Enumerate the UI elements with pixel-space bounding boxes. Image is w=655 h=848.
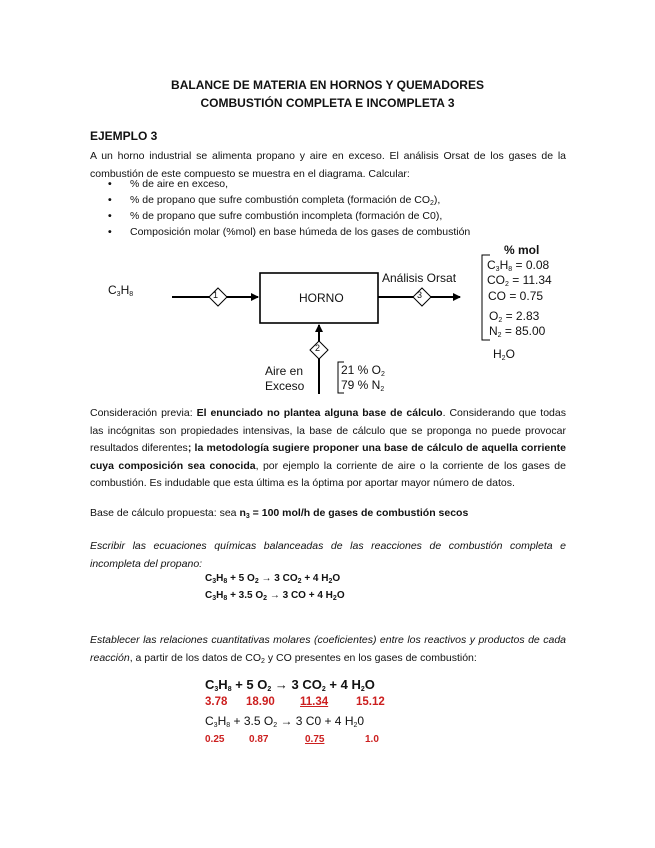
coef-incomplete-o2: 0.87: [249, 734, 269, 745]
chem-symbol: O: [505, 347, 515, 361]
bullet-text-main: % de propano que sufre combustión completa (formación de CO: [130, 194, 430, 206]
equation-incomplete-large: [205, 714, 364, 728]
gas-o2: [489, 309, 539, 323]
chem-symbol: C: [205, 573, 213, 584]
chem-symbol: H: [216, 590, 224, 601]
subscript: 2: [332, 595, 337, 602]
orsat-label: Análisis Orsat: [382, 271, 457, 285]
chem-symbol: N: [489, 324, 498, 338]
subscript: 2: [254, 578, 259, 585]
coef-incomplete-h2o: 1.0: [365, 734, 379, 745]
consideration-text: . Considerando que todas las incógnitas son propiedades intensivas, la base de cálculo que se proponga no puede provocar resultados diferentes: [90, 407, 566, 454]
basis-value: = 100 mol/h de gases de combustión secos: [249, 507, 469, 519]
eq-term: + 4 H: [329, 677, 361, 692]
subscript: 2: [505, 281, 509, 288]
eq-term: → 3 CO: [274, 677, 322, 692]
subscript: 2: [353, 722, 358, 729]
consideration-bold: El enunciado no plantea alguna base de cálculo: [196, 407, 443, 419]
bullet-dot: •: [108, 178, 112, 190]
chem-symbol: CO: [488, 289, 506, 303]
example-intro: A un horno industrial se alimenta propano y aire en exceso. El análisis Orsat de los gases de la combustión de este compuesto se muestra en el diagrama. Calcular:: [90, 150, 566, 180]
subscript: 8: [508, 266, 513, 273]
bullet-text: % de aire en exceso,: [130, 178, 229, 190]
chem-symbol: O: [336, 590, 345, 601]
equation-incomplete-small: [205, 590, 345, 601]
chem-symbol: H: [499, 258, 509, 272]
coef-incomplete-c3h8: 0.25: [205, 734, 225, 745]
coef-complete-co2: 11.34: [300, 696, 329, 708]
gas-co2: [487, 273, 552, 287]
subscript: 3: [212, 595, 217, 602]
air-label-line1: Aire en: [265, 364, 304, 378]
eq-term: → 3 CO + 4 H: [269, 590, 333, 601]
subscript: 2: [263, 595, 268, 602]
gas-value: = 0.75: [509, 289, 544, 303]
air-label-line2: Exceso: [265, 379, 305, 393]
chem-symbol: C: [205, 714, 214, 728]
eq-term: + 5 O: [235, 677, 268, 692]
chem-symbol: O: [489, 309, 499, 323]
stream-number-3: 3: [417, 290, 423, 300]
bullet-text-tail: ),: [433, 194, 441, 206]
subscript: 2: [498, 317, 503, 324]
eq-term: 0: [357, 714, 365, 728]
eq-term: + 3.5 O: [233, 714, 274, 728]
equation-complete-small: [205, 573, 340, 584]
consideration-text: Consideración previa:: [90, 407, 197, 419]
eq-term: → 3 C0 + 4 H: [280, 714, 354, 728]
chem-symbol: CO: [487, 273, 505, 287]
subscript: 2: [328, 578, 333, 585]
air-o2: [341, 363, 385, 377]
eq-term: + 3.5 O: [230, 590, 264, 601]
chem-symbol: H: [120, 283, 130, 297]
gas-value: = 2.83: [505, 309, 540, 323]
bullet-dot: •: [108, 226, 112, 238]
air-o2-text: 21 % O: [341, 363, 382, 377]
subscript: 2: [273, 722, 278, 729]
eq-term: + 4 H: [304, 573, 329, 584]
consideration-bold: ; la metodología sugiere proponer una base de cálculo de aquella corriente cuya composición sea conocida: [90, 442, 566, 472]
chem-symbol: O: [332, 573, 341, 584]
subscript: 2: [297, 578, 302, 585]
basis-text: Base de cálculo propuesta: sea: [90, 507, 240, 519]
subscript: 8: [223, 578, 228, 585]
gas-c3h8: [487, 258, 549, 272]
chem-symbol: C: [487, 258, 496, 272]
chem-symbol: H: [493, 347, 502, 361]
chem-symbol: H: [217, 714, 227, 728]
subscript: 2: [430, 200, 434, 207]
stream-number-1: 1: [213, 290, 219, 300]
basis-variable: n: [239, 507, 246, 519]
subscript: 3: [212, 578, 217, 585]
subscript: 3: [213, 722, 218, 729]
subscript: 2: [501, 355, 506, 362]
subscript: 2: [360, 686, 365, 693]
air-n2: [341, 378, 384, 392]
relations-italic: Establecer las relaciones cuantitativas molares (coeficientes) entre los reactivos y productos de cada reacción: [90, 634, 566, 664]
subscript: 2: [381, 371, 385, 378]
equation-complete-large: [205, 677, 375, 692]
write-equations-instruction: Escribir las ecuaciones químicas balanceadas de las reacciones de combustión completa e incompleta del propano:: [90, 540, 566, 570]
subscript: 3: [495, 266, 500, 273]
document-title-line1: BALANCE DE MATERIA EN HORNOS Y QUEMADORES: [171, 78, 484, 92]
feed-label: [108, 283, 133, 297]
coef-incomplete-co: 0.75: [305, 734, 325, 745]
subscript: 2: [380, 386, 385, 393]
furnace-label: HORNO: [299, 291, 344, 305]
relations-text: , a partir de los datos de CO: [129, 651, 262, 664]
chem-symbol: C: [205, 590, 213, 601]
bullet-dot: •: [108, 194, 112, 206]
chem-symbol: H: [218, 677, 228, 692]
subscript: 3: [116, 291, 121, 298]
relations-text: y CO presentes en los gases de combustión:: [264, 651, 477, 664]
subscript: 8: [227, 686, 232, 693]
document-title-line2: COMBUSTIÓN COMPLETA E INCOMPLETA 3: [200, 96, 455, 110]
coef-complete-o2: 18.90: [246, 696, 275, 708]
stream-number-2: 2: [315, 343, 321, 353]
eq-term: → 3 CO: [261, 573, 298, 584]
consideration-paragraph: [90, 405, 566, 493]
gas-value: = 11.34: [512, 273, 552, 287]
gas-value: = 0.08: [515, 258, 550, 272]
relations-instruction: [90, 632, 566, 667]
gas-co: [488, 289, 543, 303]
subscript: 2: [261, 657, 265, 665]
mol-header: % mol: [504, 243, 540, 257]
bullet-dot: •: [108, 210, 112, 222]
consideration-text: , por ejemplo la corriente de aire o la corriente de los gases de combustión. Es indudable que esta última es la óptima por aportar mayor número de datos.: [90, 459, 566, 489]
coef-complete-c3h8: 3.78: [205, 696, 228, 708]
example-heading: EJEMPLO 3: [90, 129, 158, 143]
subscript: 3: [245, 513, 250, 520]
subscript: 8: [129, 291, 134, 298]
chem-symbol: H: [216, 573, 224, 584]
subscript: 2: [267, 686, 272, 693]
gas-value: = 85.00: [504, 324, 546, 338]
bullet-text: % de propano que sufre combustión incompleta (formación de C0),: [130, 210, 443, 222]
chem-symbol: C: [108, 283, 117, 297]
subscript: 8: [226, 722, 231, 729]
gas-n2: [489, 324, 545, 338]
bullet-text: Composición molar (%mol) en base húmeda de los gases de combustión: [130, 226, 471, 238]
subscript: 2: [497, 332, 502, 339]
air-n2-text: 79 % N: [341, 378, 381, 392]
subscript: 8: [223, 595, 228, 602]
coef-complete-h2o: 15.12: [356, 696, 385, 708]
eq-term: + 5 O: [230, 573, 255, 584]
gas-h2o: [493, 347, 515, 361]
chem-symbol: O: [364, 677, 375, 692]
subscript: 3: [214, 686, 219, 693]
subscript: 2: [321, 686, 326, 693]
chem-symbol: C: [205, 677, 215, 692]
calculation-basis: [90, 505, 468, 523]
